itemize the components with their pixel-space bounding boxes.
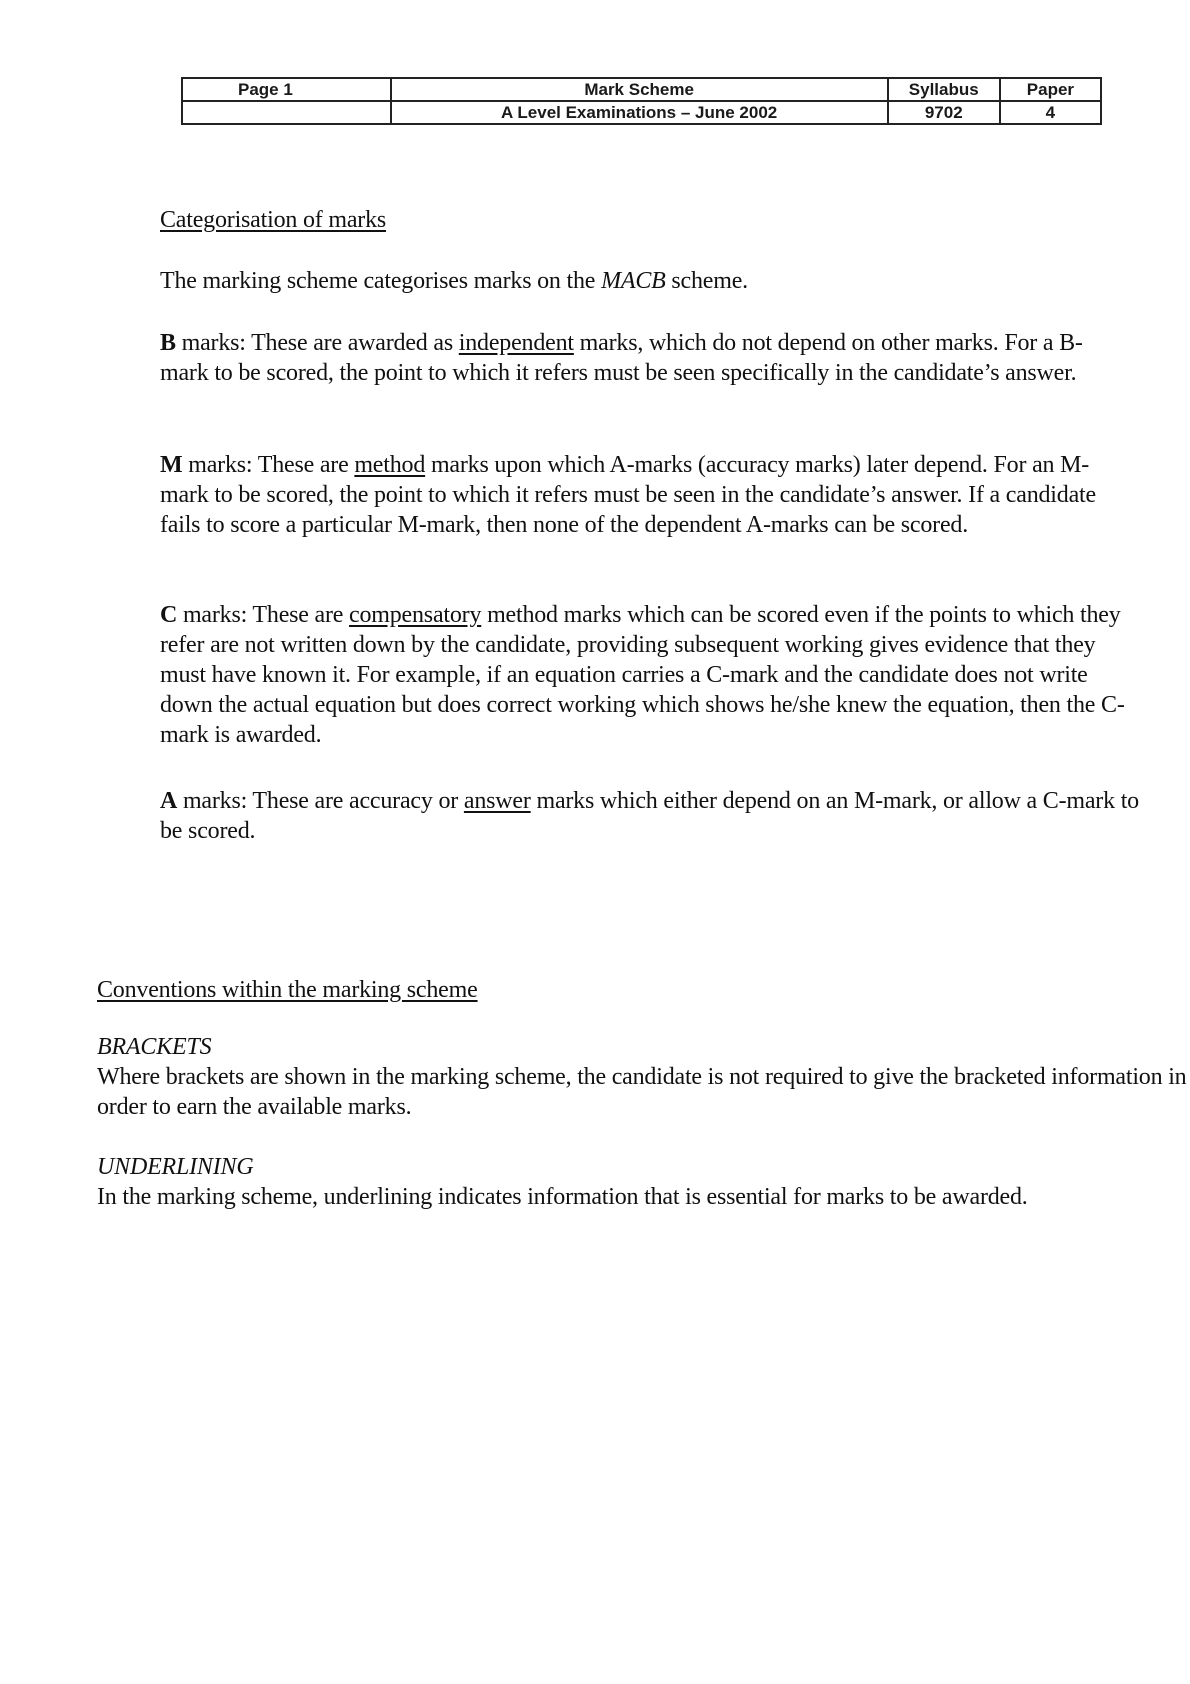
c-marks-label: C	[160, 602, 178, 628]
c-marks-text: method marks which can be scored even if the points to which they refer are not written down by the candidate, providing subsequent working gives evidence that they must have known it. For example, if an equation carries a C-mark and the candidate does not write down the actual equation but does correct working which shows he/she knew the equation, then the C-mark is awarded.	[160, 602, 1125, 748]
c-marks-paragraph	[160, 600, 1145, 750]
brackets-text: Where brackets are shown in the marking scheme, the candidate is not required to give the bracketed information in order to earn the available marks.	[97, 1064, 1187, 1120]
header-syllabus-label: Syllabus	[888, 78, 1000, 101]
c-marks-label-rest: marks: These are	[177, 602, 350, 628]
header-row-labels	[182, 78, 1101, 101]
m-marks-label: M	[160, 452, 183, 478]
c-marks-underlined: compensatory	[349, 602, 482, 628]
a-marks-text: marks which either depend on an M-mark, or allow a C-mark to be scored.	[160, 788, 1139, 844]
header-title: Mark Scheme	[391, 78, 888, 101]
a-marks-underlined: answer	[463, 788, 531, 814]
header-exam-session: A Level Examinations – June 2002	[391, 101, 888, 124]
intro-macb: MACB	[601, 268, 666, 294]
b-marks-text: marks, which do not depend on other marks. For a B-mark to be scored, the point to which it refers must be seen specifically in the candidate’s answer.	[160, 330, 1083, 386]
header-table	[181, 77, 1102, 125]
b-marks-label-rest: marks: These are awarded as	[175, 330, 459, 356]
header-page: Page 1	[182, 78, 391, 101]
m-marks-underlined: method	[354, 452, 426, 478]
header-paper-value: 4	[1000, 101, 1101, 124]
intro-text-after: scheme.	[665, 268, 748, 294]
header-syllabus-value: 9702	[888, 101, 1000, 124]
b-marks-label: B	[160, 330, 176, 356]
header-page-empty	[182, 101, 391, 124]
b-marks-paragraph	[160, 328, 1115, 388]
m-marks-paragraph	[160, 450, 1115, 540]
underlining-text: In the marking scheme, underlining indicates information that is essential for marks to be awarded.	[97, 1184, 1028, 1210]
underlining-title: UNDERLINING	[97, 1154, 254, 1180]
intro-text-before: The marking scheme categorises marks on the	[160, 268, 602, 294]
conventions-heading: Conventions within the marking scheme	[97, 977, 478, 1003]
m-marks-text: marks upon which A-marks (accuracy marks) later depend. For an M-mark to be scored, the point to which it refers must be seen in the candidate’s answer. If a candidate fails to score a particular M-mark, then none of the dependent A-marks can be scored.	[160, 452, 1096, 538]
conventions-heading-wrap	[97, 975, 478, 1005]
b-marks-underlined: independent	[458, 330, 574, 356]
header-paper-label: Paper	[1000, 78, 1101, 101]
a-marks-label: A	[160, 788, 178, 814]
header-row-values	[182, 101, 1101, 124]
categorisation-heading-wrap	[160, 205, 386, 235]
a-marks-paragraph	[160, 786, 1140, 846]
brackets-title: BRACKETS	[97, 1034, 212, 1060]
categorisation-intro	[160, 266, 1060, 296]
a-marks-label-rest: marks: These are accuracy or	[177, 788, 464, 814]
categorisation-heading: Categorisation of marks	[160, 207, 387, 233]
m-marks-label-rest: marks: These are	[182, 452, 355, 478]
